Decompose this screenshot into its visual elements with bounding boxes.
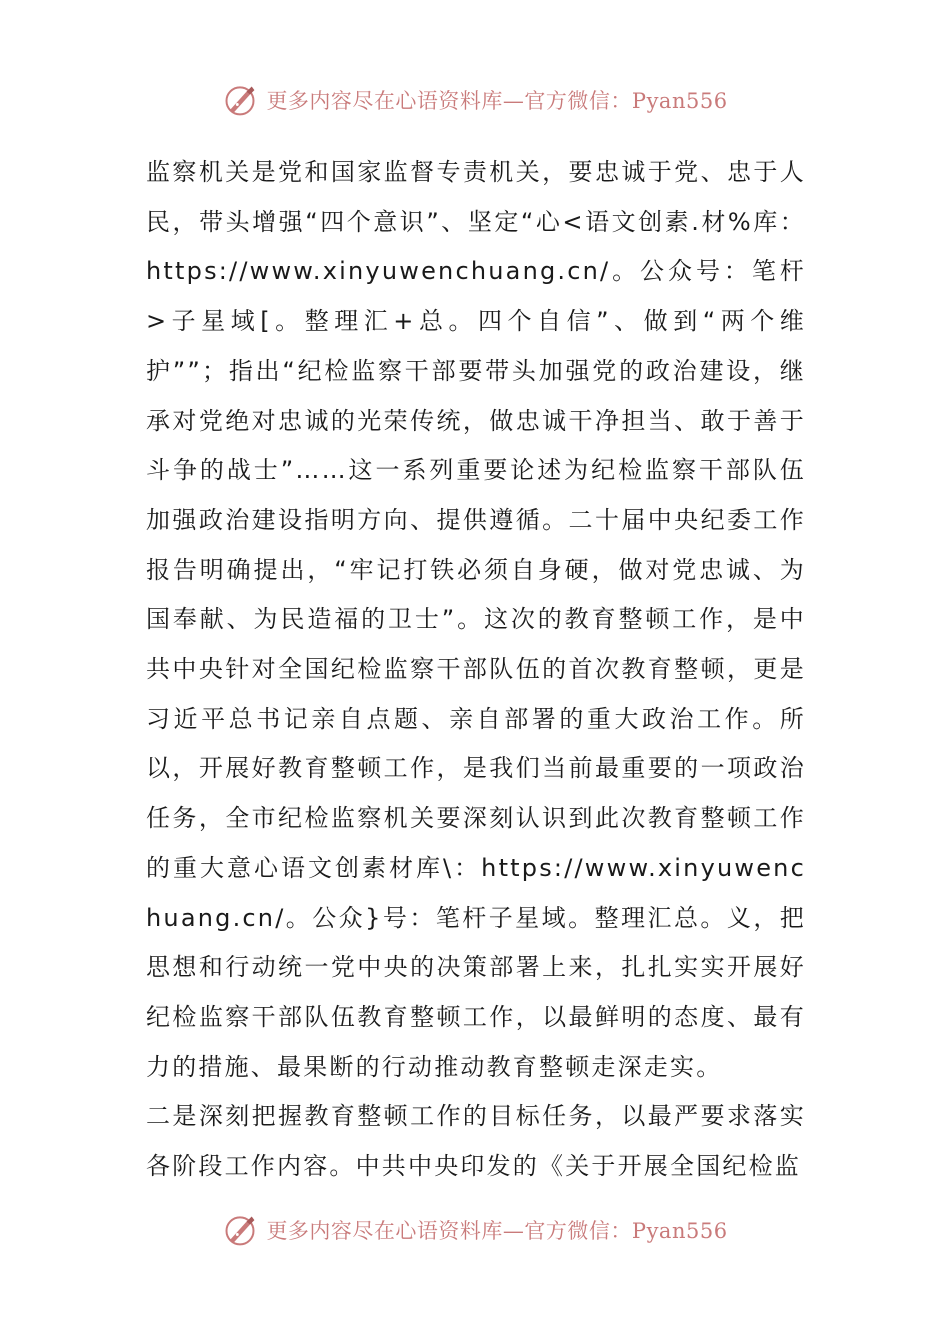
pen-nib-logo-icon bbox=[222, 82, 258, 118]
footer-banner bbox=[0, 1208, 950, 1252]
header-banner bbox=[0, 78, 950, 122]
pen-nib-logo-icon bbox=[222, 1212, 258, 1248]
banner-text: 更多内容尽在心语资料库—官方微信：Pyan556 bbox=[266, 1219, 728, 1243]
banner-text: 更多内容尽在心语资料库—官方微信：Pyan556 bbox=[266, 89, 728, 113]
document-body bbox=[146, 148, 806, 1192]
paragraph-1: 监察机关是党和国家监督专责机关，要忠诚于党、忠于人民，带头增强“四个意识”、坚定“心<语文创素.材%库：https://www.xinyuwenchuang.cn/。公众号：笔杆>子星域[。整理汇+总。四个自信”、做到“两个维护””；指出“纪检监察干部要带头加强党的政治建设，继承对党绝对忠诚的光荣传统，做忠诚干净担当、敢于善于斗争的战士”……这一系列重要论述为纪检监察干部队伍加强政治建设指明方向、提供遵循。二十届中央纪委工作报告明确提出，“牢记打铁必须自身硬，做对党忠诚、为国奉献、为民造福的卫士”。这次的教育整顿工作，是中共中央针对全国纪检监察干部队伍的首次教育整顿，更是习近平总书记亲自点题、亲自部署的重大政治工作。所以，开展好教育整顿工作，是我们当前最重要的一项政治任务，全市纪检监察机关要深刻认识到此次教育整顿工作的重大意心语文创素材库\：https://www.xinyuwenchuang.cn/。公众}号：笔杆子星域。整理汇总。义，把思想和行动统一党中央的决策部署上来，扎扎实实开展好纪检监察干部队伍教育整顿工作，以最鲜明的态度、最有力的措施、最果断的行动推动教育整顿走深走实。 bbox=[146, 158, 806, 1081]
paragraph-2: 二是深刻把握教育整顿工作的目标任务，以最严要求落实各阶段工作内容。中共中央印发的《关于开展全国纪检监 bbox=[146, 1102, 806, 1181]
